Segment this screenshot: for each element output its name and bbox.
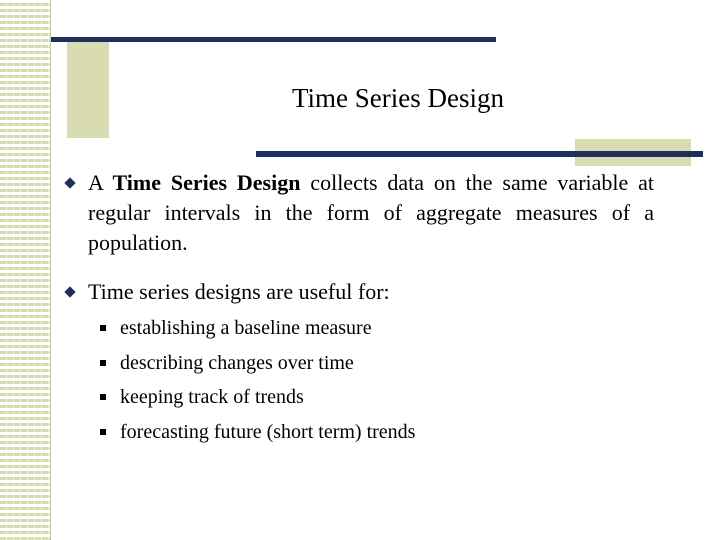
list-item	[62, 380, 654, 415]
bullet-rest: collects data on the same variable at regular intervals in the form of aggregate measures of a population.	[88, 170, 654, 255]
list-item-text: keeping track of trends	[120, 386, 304, 408]
slide-content	[62, 168, 654, 449]
title-rule-bottom	[256, 151, 703, 157]
slide-title: Time Series Design	[291, 83, 504, 113]
diamond-bullet-icon	[64, 177, 75, 188]
decorative-vertical-line	[50, 0, 51, 540]
bullet-prefix: A	[88, 170, 113, 195]
decorative-title-block	[67, 38, 109, 138]
list-item	[62, 346, 654, 381]
square-bullet-icon	[100, 394, 106, 400]
list-item-text: establishing a baseline measure	[120, 317, 372, 339]
uses-sublist	[62, 311, 654, 449]
list-item-text: forecasting future (short term) trends	[120, 420, 416, 443]
square-bullet-icon	[100, 429, 106, 435]
bullet-uses	[62, 277, 654, 307]
bullet-uses-text: Time series designs are useful for:	[88, 279, 390, 304]
list-item	[62, 415, 654, 450]
bullet-definition	[62, 168, 654, 258]
list-item-text: describing changes over time	[120, 351, 354, 374]
title-rule-top	[51, 37, 496, 42]
bullet-term: Time Series Design	[112, 170, 301, 195]
square-bullet-icon	[100, 325, 106, 331]
diamond-bullet-icon	[64, 286, 75, 297]
square-bullet-icon	[100, 360, 106, 366]
list-item	[62, 311, 654, 346]
decorative-stripe	[0, 0, 50, 540]
